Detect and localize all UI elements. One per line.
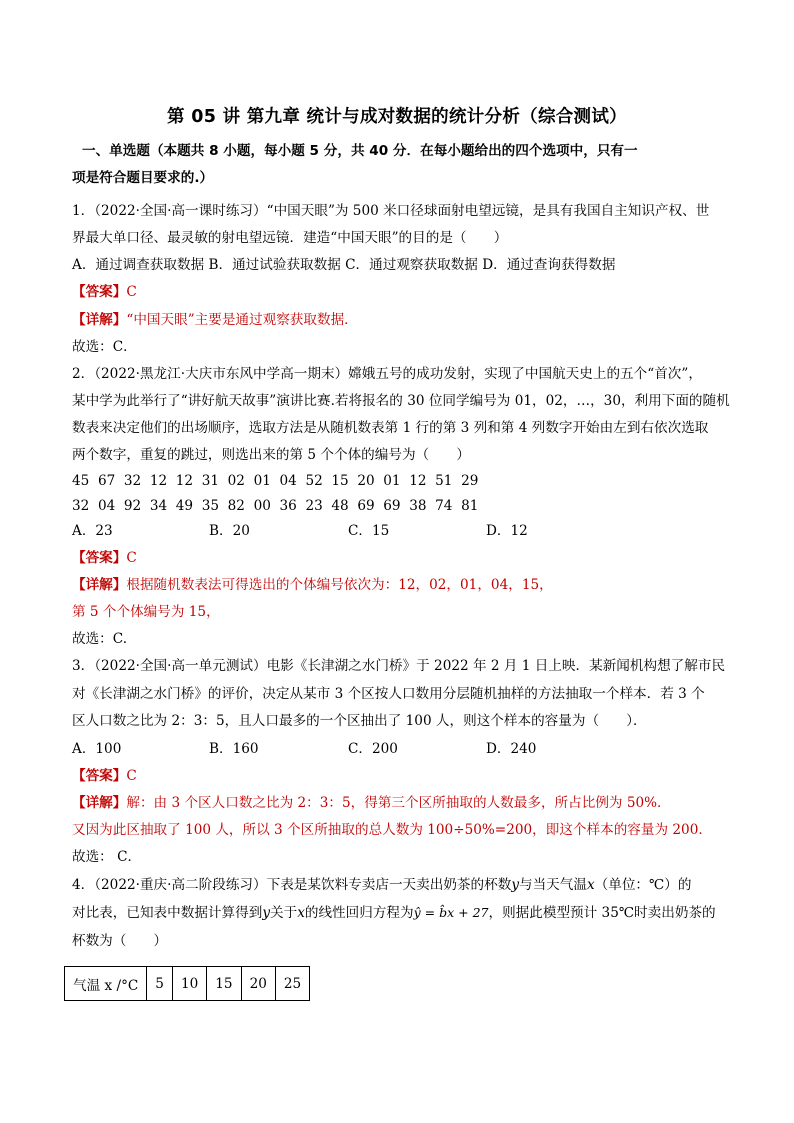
q1-stem-line1: 1．（2022·全国·高一课时练习）“中国天眼”为 500 米口径球面射电望远镜，是具有我国自主知识产权、世 xyxy=(72,203,710,219)
q2-random-table-row1: 45 67 32 12 12 31 02 01 04 52 15 20 01 12 51 29 xyxy=(72,473,479,489)
answer-label: 【答案】 xyxy=(72,284,127,300)
temperature-table xyxy=(64,966,310,1001)
table-cell: 10 xyxy=(172,967,206,1001)
q3-detail-line2: 又因为此区抽取了 100 人，所以 3 个区所抽取的总人数为 100÷50%=200，即这个样本的容量为 200． xyxy=(72,822,712,838)
q4-text: 的线性回归方程为 xyxy=(304,905,414,921)
section-heading-cont: 项是符合题目要求的.） xyxy=(72,170,214,186)
q4-text: ，则据此模型预计 35℃时卖出奶茶的 xyxy=(488,905,716,921)
q2-conclusion: 故选：C. xyxy=(72,631,128,647)
detail-label: 【详解】 xyxy=(72,577,127,593)
q3-conclusion: 故选： C． xyxy=(72,849,142,865)
table-header-cell: 气温 x /°C xyxy=(65,967,147,1001)
q2-option-c: C．15 xyxy=(348,523,390,539)
answer-label: 【答案】 xyxy=(72,768,127,784)
q3-stem-line3: 区人口数之比为 2：3：5，且人口最多的一个区抽出了 100 人，则这个样本的容量为（ ）． xyxy=(72,713,647,729)
q1-stem-line2: 界最大单口径、最灵敏的射电望远镜．建造“中国天眼”的目的是（ ） xyxy=(72,230,508,246)
q2-detail-line2: 第 5 个个体编号为 15， xyxy=(72,604,220,620)
q1-options: A．通过调查获取数据 B．通过试验获取数据 C．通过观察获取数据 D．通过查询获得数据 xyxy=(72,257,616,273)
answer-value: C xyxy=(126,284,137,300)
table-row xyxy=(65,967,310,1001)
detail-text: 解：由 3 个区人口数之比为 2：3：5，得第三个区所抽取的人数最多，所占比例为 50%． xyxy=(126,795,671,811)
table-cell: 20 xyxy=(241,967,275,1001)
section-heading: 一、单选题（本题共 8 小题，每小题 5 分，共 40 分．在每小题给出的四个选项中，只有一 xyxy=(82,143,638,159)
q2-option-b: B．20 xyxy=(209,523,250,539)
detail-text: 根据随机数表法可得选出的个体编号依次为：12，02，01，04，15， xyxy=(126,577,553,593)
q3-stem-line1: 3．（2022·全国·高一单元测试）电影《长津湖之水门桥》于 2022 年 2 月 1 日上映．某新闻机构想了解市民 xyxy=(72,658,726,674)
q2-stem-line2: 某中学为此举行了“讲好航天故事”演讲比赛.若将报名的 30 位同学编号为 01，02，…，30，利用下面的随机 xyxy=(72,393,730,409)
q1-detail xyxy=(72,311,358,329)
q2-option-d: D．12 xyxy=(486,523,528,539)
q2-random-table-row2: 32 04 92 34 49 35 82 00 36 23 48 69 69 38 74 81 xyxy=(72,498,479,514)
regression-equation: ŷ = b̂x + 27 xyxy=(413,905,489,920)
q2-stem-line1: 2．（2022·黑龙江·大庆市东风中学高一期末）嫦娥五号的成功发射，实现了中国航天史上的五个“首次”， xyxy=(72,366,702,382)
q1-answer xyxy=(72,283,137,301)
q4-stem-line1 xyxy=(72,876,691,894)
q2-answer xyxy=(72,549,137,567)
answer-value: C xyxy=(126,550,137,566)
answer-value: C xyxy=(126,768,137,784)
detail-label: 【详解】 xyxy=(72,795,127,811)
q4-stem-line3: 杯数为（ ） xyxy=(72,933,168,949)
q4-text: 对比表，已知表中数据计算得到 xyxy=(72,905,263,921)
variable-y: y xyxy=(511,877,519,893)
q3-detail xyxy=(72,794,671,812)
detail-text: “中国天眼”主要是通过观察获取数据． xyxy=(126,312,358,328)
q4-stem-line2 xyxy=(72,904,716,922)
answer-label: 【答案】 xyxy=(72,550,127,566)
detail-label: 【详解】 xyxy=(72,312,127,328)
table-cell: 25 xyxy=(275,967,309,1001)
q2-option-a: A．23 xyxy=(72,523,113,539)
variable-x: x xyxy=(586,877,595,893)
q3-option-a: A．100 xyxy=(72,741,122,757)
table-cell: 5 xyxy=(147,967,173,1001)
table-cell: 15 xyxy=(207,967,241,1001)
q3-option-b: B．160 xyxy=(209,741,259,757)
q1-conclusion: 故选：C． xyxy=(72,339,137,355)
q2-stem-line4: 两个数字，重复的跳过，则选出来的第 5 个个体的编号为（ ） xyxy=(72,447,470,463)
q4-text: 与当天气温 xyxy=(519,877,587,893)
q3-stem-line2: 对《长津湖之水门桥》的评价，决定从某市 3 个区按人口数用分层随机抽样的方法抽取一个样本．若 3 个 xyxy=(72,686,705,702)
q3-option-d: D．240 xyxy=(486,741,537,757)
q4-text: （单位：℃）的 xyxy=(594,877,692,893)
q4-text: 4．（2022·重庆·高二阶段练习）下表是某饮料专卖店一天卖出奶茶的杯数 xyxy=(72,877,512,893)
variable-y: y xyxy=(262,905,270,921)
q4-text: 关于 xyxy=(270,905,298,921)
q3-answer xyxy=(72,767,137,785)
variable-x: x xyxy=(297,905,305,921)
q2-detail xyxy=(72,576,553,594)
q3-option-c: C．200 xyxy=(348,741,398,757)
q2-stem-line3: 数表来决定他们的出场顺序，选取方法是从随机数表第 1 行的第 3 列和第 4 列数字开始由左到右依次选取 xyxy=(72,420,709,436)
page-title: 第 05 讲 第九章 统计与成对数据的统计分析（综合测试） xyxy=(167,107,627,127)
